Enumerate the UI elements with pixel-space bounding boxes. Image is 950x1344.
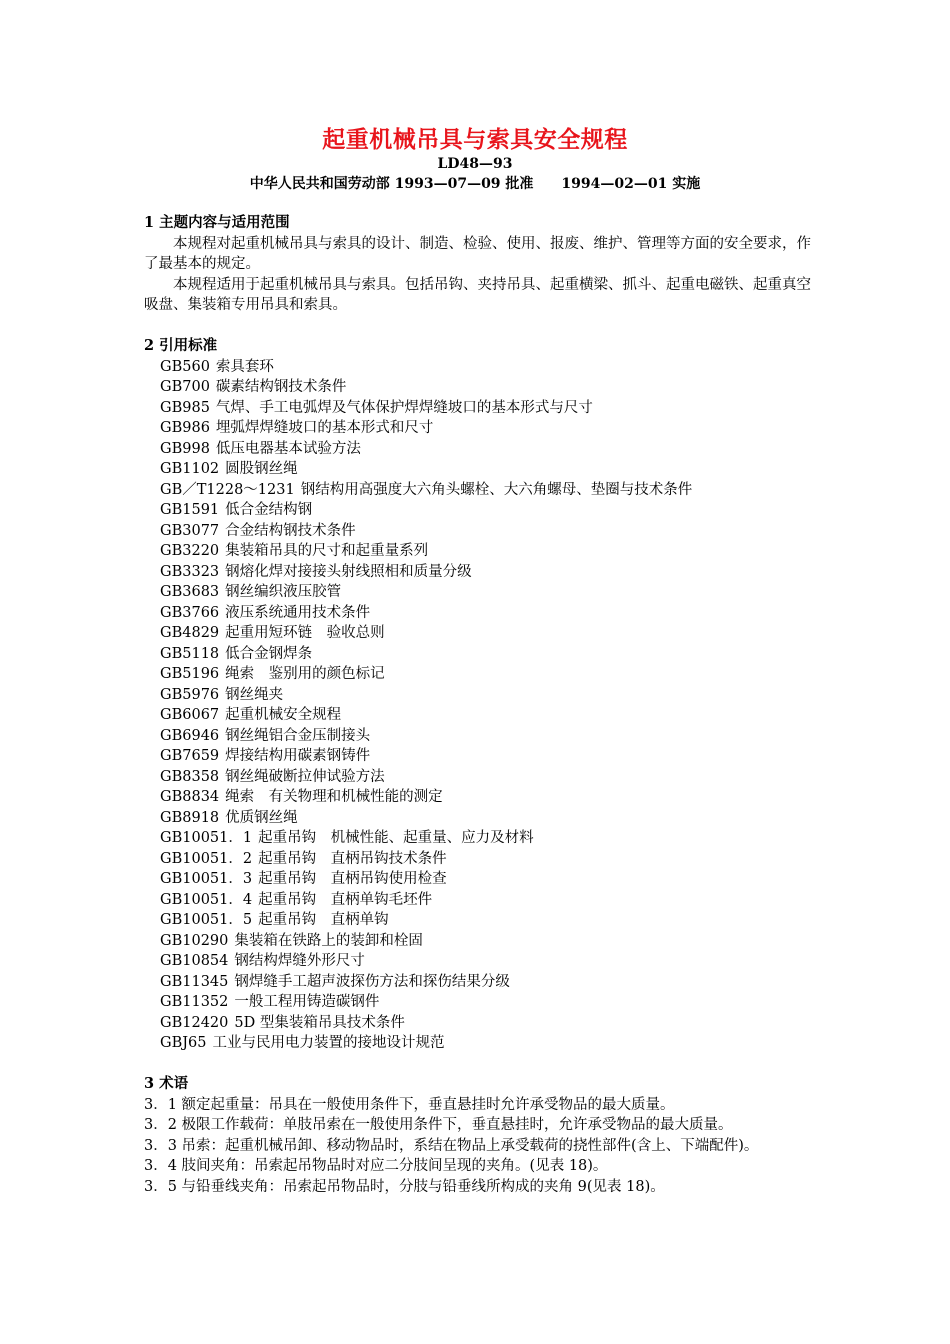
reference-item [144, 418, 824, 439]
spacer [144, 1054, 824, 1075]
reference-item [144, 828, 824, 849]
reference-title: 埋弧焊焊缝坡口的基本形式和尺寸 [215, 420, 434, 436]
reference-list [144, 357, 824, 1054]
section-heading: 2 引用标准 [144, 337, 218, 354]
reference-title: 起重吊钩 直柄单钩毛坯件 [258, 891, 433, 908]
reference-item [144, 951, 824, 972]
reference-code: GB10051．2 [160, 850, 253, 867]
reference-item [144, 459, 824, 480]
reference-title: 钢丝编织液压胶管 [225, 584, 342, 600]
reference-title: 合金结构钢技术条件 [225, 522, 356, 539]
section-heading: 1 主题内容与适用范围 [144, 214, 290, 231]
reference-title: 钢熔化焊对接接头射线照相和质量分级 [225, 563, 472, 580]
reference-code: GB1591 [160, 502, 220, 518]
reference-title: 钢丝绳破断拉伸试验方法 [225, 768, 385, 785]
reference-title: 5D 型集装箱吊具技术条件 [234, 1014, 405, 1031]
reference-item [144, 869, 824, 890]
reference-title: 绳索 有关物理和机械性能的测定 [225, 789, 443, 805]
reference-item [144, 398, 824, 419]
reference-title: 起重用短环链 验收总则 [225, 625, 385, 641]
reference-title: 低合金结构钢 [225, 502, 313, 518]
document-body [144, 213, 824, 1197]
reference-title: 索具套环 [215, 358, 274, 375]
reference-item [144, 623, 824, 644]
reference-item [144, 849, 824, 870]
reference-item [144, 890, 824, 911]
term-definition: 3．4 肢间夹角：吊索起吊物品时对应二分肢间呈现的夹角。(见表 18)。 [144, 1158, 608, 1174]
reference-code: GB3766 [160, 604, 220, 621]
reference-item [144, 1033, 824, 1054]
approval-line: 中华人民共和国劳动部 1993—07—09 批准 1994—02—01 实施 [249, 176, 701, 192]
reference-code: GB3077 [160, 522, 220, 539]
reference-code: GB8834 [160, 789, 220, 805]
reference-title: 绳索 鉴别用的颜色标记 [225, 666, 385, 682]
reference-item [144, 644, 824, 665]
reference-title: 优质钢丝绳 [225, 809, 298, 826]
reference-item [144, 685, 824, 706]
reference-code: GB5976 [160, 686, 220, 703]
reference-code: GB6067 [160, 707, 220, 723]
reference-item [144, 521, 824, 542]
reference-code: GB5118 [160, 645, 220, 662]
reference-item [144, 787, 824, 808]
reference-code: GB10051．1 [160, 830, 253, 846]
reference-title: 起重吊钩 直柄单钩 [258, 912, 389, 928]
reference-title: 圆股钢丝绳 [225, 461, 298, 477]
reference-code: GB10051．4 [160, 891, 253, 908]
reference-code: GB／T1228～1231 [160, 481, 295, 498]
reference-item [144, 705, 824, 726]
reference-title: 碳素结构钢技术条件 [215, 379, 347, 395]
reference-title: 起重吊钩 直柄吊钩使用检查 [258, 871, 447, 887]
reference-title: 工业与民用电力装置的接地设计规范 [212, 1035, 445, 1051]
reference-item [144, 439, 824, 460]
reference-item [144, 357, 824, 378]
reference-code: GB3323 [160, 563, 220, 580]
reference-title: 液压系统通用技术条件 [225, 604, 371, 621]
reference-item [144, 582, 824, 603]
term-definition: 3．5 与铅垂线夹角：吊索起吊物品时，分肢与铅垂线所构成的夹角 9(见表 18)。 [144, 1178, 665, 1195]
term-definition: 3．3 吊索：起重机械吊卸、移动物品时，系结在物品上承受载荷的挠性部件(含上、下端配件)。 [144, 1137, 759, 1154]
reference-item [144, 726, 824, 747]
reference-item [144, 541, 824, 562]
spacer [144, 316, 824, 337]
reference-title: 低压电器基本试验方法 [215, 440, 361, 457]
term-list [144, 1095, 824, 1198]
reference-code: GB8918 [160, 809, 220, 826]
paragraph: 本规程适用于起重机械吊具与索具。包括吊钩、夹持吊具、起重横梁、抓斗、起重电磁铁、起重真空吸盘、集装箱专用吊具和索具。 [144, 276, 811, 313]
reference-code: GB5196 [160, 666, 220, 682]
reference-code: GB11352 [160, 994, 229, 1010]
reference-code: GB11345 [160, 973, 229, 990]
reference-item [144, 1013, 824, 1034]
reference-title: 钢焊缝手工超声波探伤方法和探伤结果分级 [234, 973, 510, 990]
reference-title: 钢结构用高强度大六角头螺栓、大六角螺母、垫圈与技术条件 [300, 481, 693, 498]
reference-code: GB3220 [160, 543, 220, 559]
reference-code: GB10854 [160, 953, 229, 969]
reference-code: GB7659 [160, 748, 220, 764]
reference-item [144, 931, 824, 952]
reference-code: GB10051．5 [160, 912, 253, 928]
reference-title: 一般工程用铸造碳钢件 [234, 994, 380, 1010]
reference-code: GB986 [160, 420, 210, 436]
reference-title: 低合金钢焊条 [225, 645, 313, 662]
reference-code: GBJ65 [160, 1035, 207, 1051]
reference-item [144, 377, 824, 398]
reference-code: GB10051．3 [160, 871, 253, 887]
reference-item [144, 664, 824, 685]
reference-item [144, 562, 824, 583]
reference-code: GB985 [160, 399, 210, 416]
reference-title: 钢丝绳夹 [225, 686, 284, 703]
reference-code: GB1102 [160, 461, 220, 477]
reference-code: GB998 [160, 440, 210, 457]
term-definition: 3．1 额定起重量：吊具在一般使用条件下，垂直悬挂时允许承受物品的最大质量。 [144, 1096, 675, 1113]
term-definition: 3．2 极限工作载荷：单肢吊索在一般使用条件下，垂直悬挂时，允许承受物品的最大质量。 [144, 1117, 733, 1133]
reference-title: 起重吊钩 直柄吊钩技术条件 [258, 850, 447, 867]
reference-code: GB6946 [160, 727, 220, 744]
reference-item [144, 603, 824, 624]
reference-item [144, 746, 824, 767]
reference-title: 钢丝绳铝合金压制接头 [225, 727, 371, 744]
reference-item [144, 480, 824, 501]
reference-title: 起重吊钩 机械性能、起重量、应力及材料 [258, 830, 534, 846]
reference-title: 钢结构焊缝外形尺寸 [234, 953, 365, 969]
reference-item [144, 500, 824, 521]
reference-title: 起重机械安全规程 [225, 707, 342, 723]
reference-code: GB560 [160, 358, 210, 375]
reference-item [144, 910, 824, 931]
reference-item [144, 972, 824, 993]
reference-title: 焊接结构用碳素钢铸件 [225, 748, 371, 764]
reference-code: GB8358 [160, 768, 220, 785]
reference-code: GB3683 [160, 584, 220, 600]
reference-title: 集装箱吊具的尺寸和起重量系列 [225, 543, 429, 559]
reference-code: GB4829 [160, 625, 220, 641]
reference-code: GB10290 [160, 932, 229, 949]
standard-code: LD48—93 [437, 156, 513, 172]
section-scope [144, 213, 824, 316]
reference-code: GB700 [160, 379, 210, 395]
section-terms [144, 1074, 824, 1197]
reference-item [144, 992, 824, 1013]
reference-title: 集装箱在铁路上的装卸和栓固 [234, 932, 423, 949]
reference-title: 气焊、手工电弧焊及气体保护焊焊缝坡口的基本形式与尺寸 [215, 399, 593, 416]
section-references [144, 336, 824, 1054]
paragraph: 本规程对起重机械吊具与索具的设计、制造、检验、使用、报废、维护、管理等方面的安全要求，作了最基本的规定。 [144, 235, 811, 272]
section-heading: 3 术语 [144, 1075, 189, 1092]
document-title: 起重机械吊具与索具安全规程 [322, 126, 628, 153]
reference-item [144, 767, 824, 788]
reference-code: GB12420 [160, 1014, 229, 1031]
reference-item [144, 808, 824, 829]
